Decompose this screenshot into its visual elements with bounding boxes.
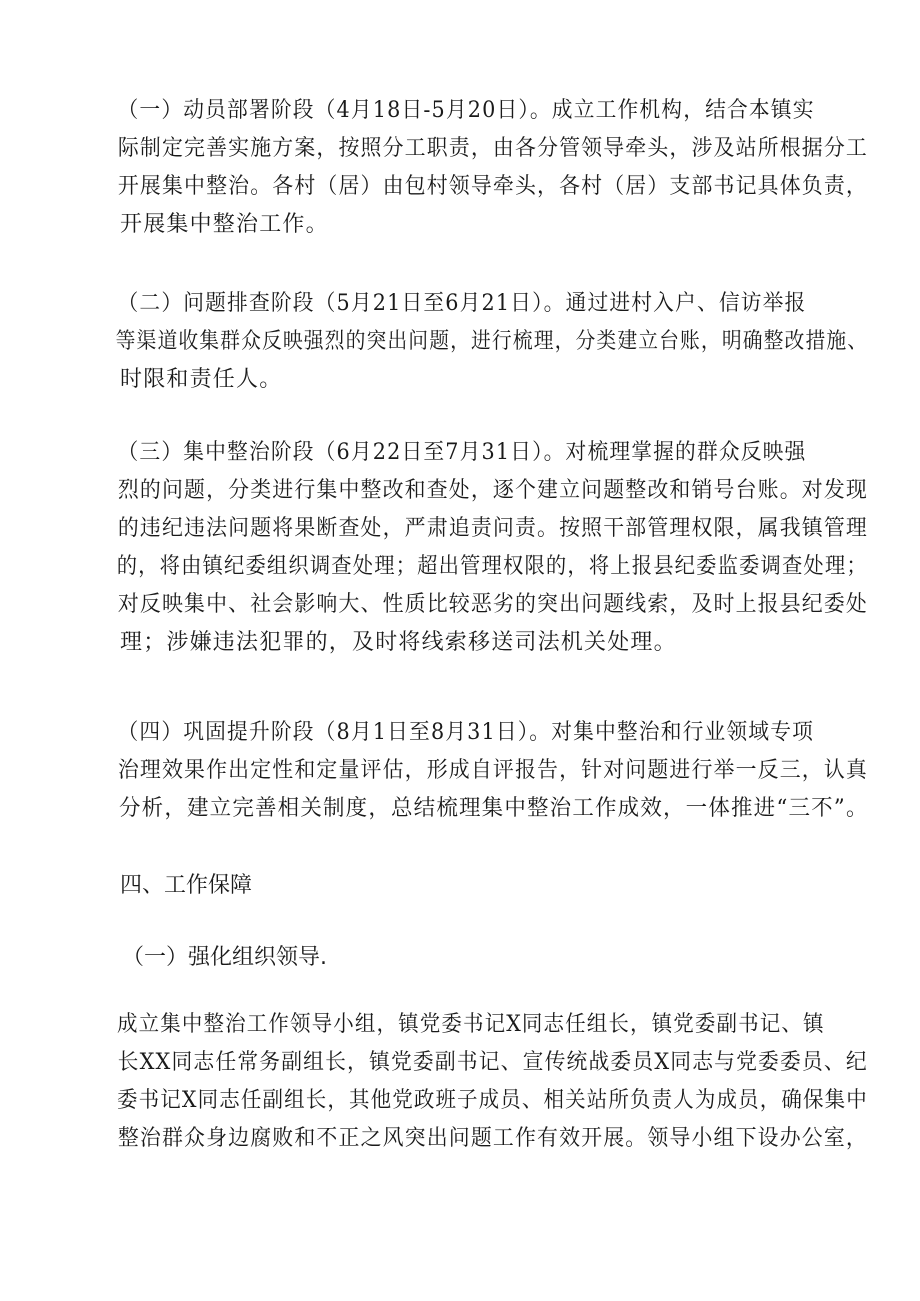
- paragraph-line: 等渠道收集群众反映强烈的突出问题，进行梳理，分类建立台账，明确整改措施、: [115, 329, 869, 354]
- paragraph-line: 整治群众身边腐败和不正之风突出问题工作有效开展。领导小组下设办公室，: [117, 1126, 869, 1151]
- paragraph-line: 的违纪违法问题将果断查处，严肃追责问责。按照干部管理权限，属我镇管理: [117, 516, 869, 541]
- paragraph-line: （四）巩固提升阶段（8月1日至8月31日）。对集中整治和行业领域专项: [117, 720, 815, 745]
- paragraph-stage-2: [76, 285, 868, 399]
- paragraph-line: （二）问题排查阶段（5月21日至6月21日）。通过进村入户、信访举报: [117, 291, 807, 316]
- paragraph-line: 际制定完善实施方案，按照分工职责，由各分管领导牵头，涉及站所根据分工: [117, 136, 869, 161]
- paragraph-line: 治理效果作出定性和定量评估，形成自评报告，针对问题进行举一反三，认真: [117, 758, 869, 783]
- paragraph-line: 开展集中整治工作。: [120, 212, 329, 237]
- paragraph-line: （一）动员部署阶段（4月18日-5月20日）。成立工作机构，结合本镇实: [117, 98, 815, 123]
- paragraph-line: 理；涉嫌违法犯罪的，及时将线索移送司法机关处理。: [120, 630, 677, 655]
- paragraph-line: 开展集中整治。各村（居）由包村领导牵头，各村（居）支部书记具体负责，: [117, 174, 869, 199]
- paragraph-line: 委书记X同志任副组长，其他党政班子成员、相关站所负责人为成员，确保集中: [117, 1088, 868, 1113]
- paragraph-line: 对反映集中、社会影响大、性质比较恶劣的突出问题线索，及时上报县纪委处: [117, 592, 869, 617]
- paragraph-line: 时限和责任人。: [120, 367, 283, 392]
- paragraph-stage-3: [76, 434, 868, 662]
- section-heading: 四、工作保障: [120, 873, 253, 898]
- subsection-heading: （一）强化组织领导.: [122, 945, 327, 970]
- paragraph-stage-4: [76, 714, 868, 828]
- paragraph-line: 的，将由镇纪委组织调查处理；超出管理权限的，将上报县纪委监委调查处理；: [116, 554, 868, 579]
- paragraph-line: 成立集中整治工作领导小组，镇党委书记X同志任组长，镇党委副书记、镇: [117, 1012, 825, 1037]
- paragraph-line: （三）集中整治阶段（6月22日至7月31日）。对梳理掌握的群众反映强: [117, 440, 807, 465]
- paragraph-line: 烈的问题，分类进行集中整改和查处，逐个建立问题整改和销号台账。对发现: [117, 478, 869, 503]
- paragraph-stage-1: [76, 92, 868, 244]
- paragraph-line: 分析，建立完善相关制度，总结梳理集中整治工作成效，一体推进“三不”。: [118, 796, 869, 821]
- paragraph-line: 长XX同志任常务副组长，镇党委副书记、宣传统战委员X同志与党委委员、纪: [117, 1050, 868, 1075]
- paragraph-organization: [76, 1006, 868, 1158]
